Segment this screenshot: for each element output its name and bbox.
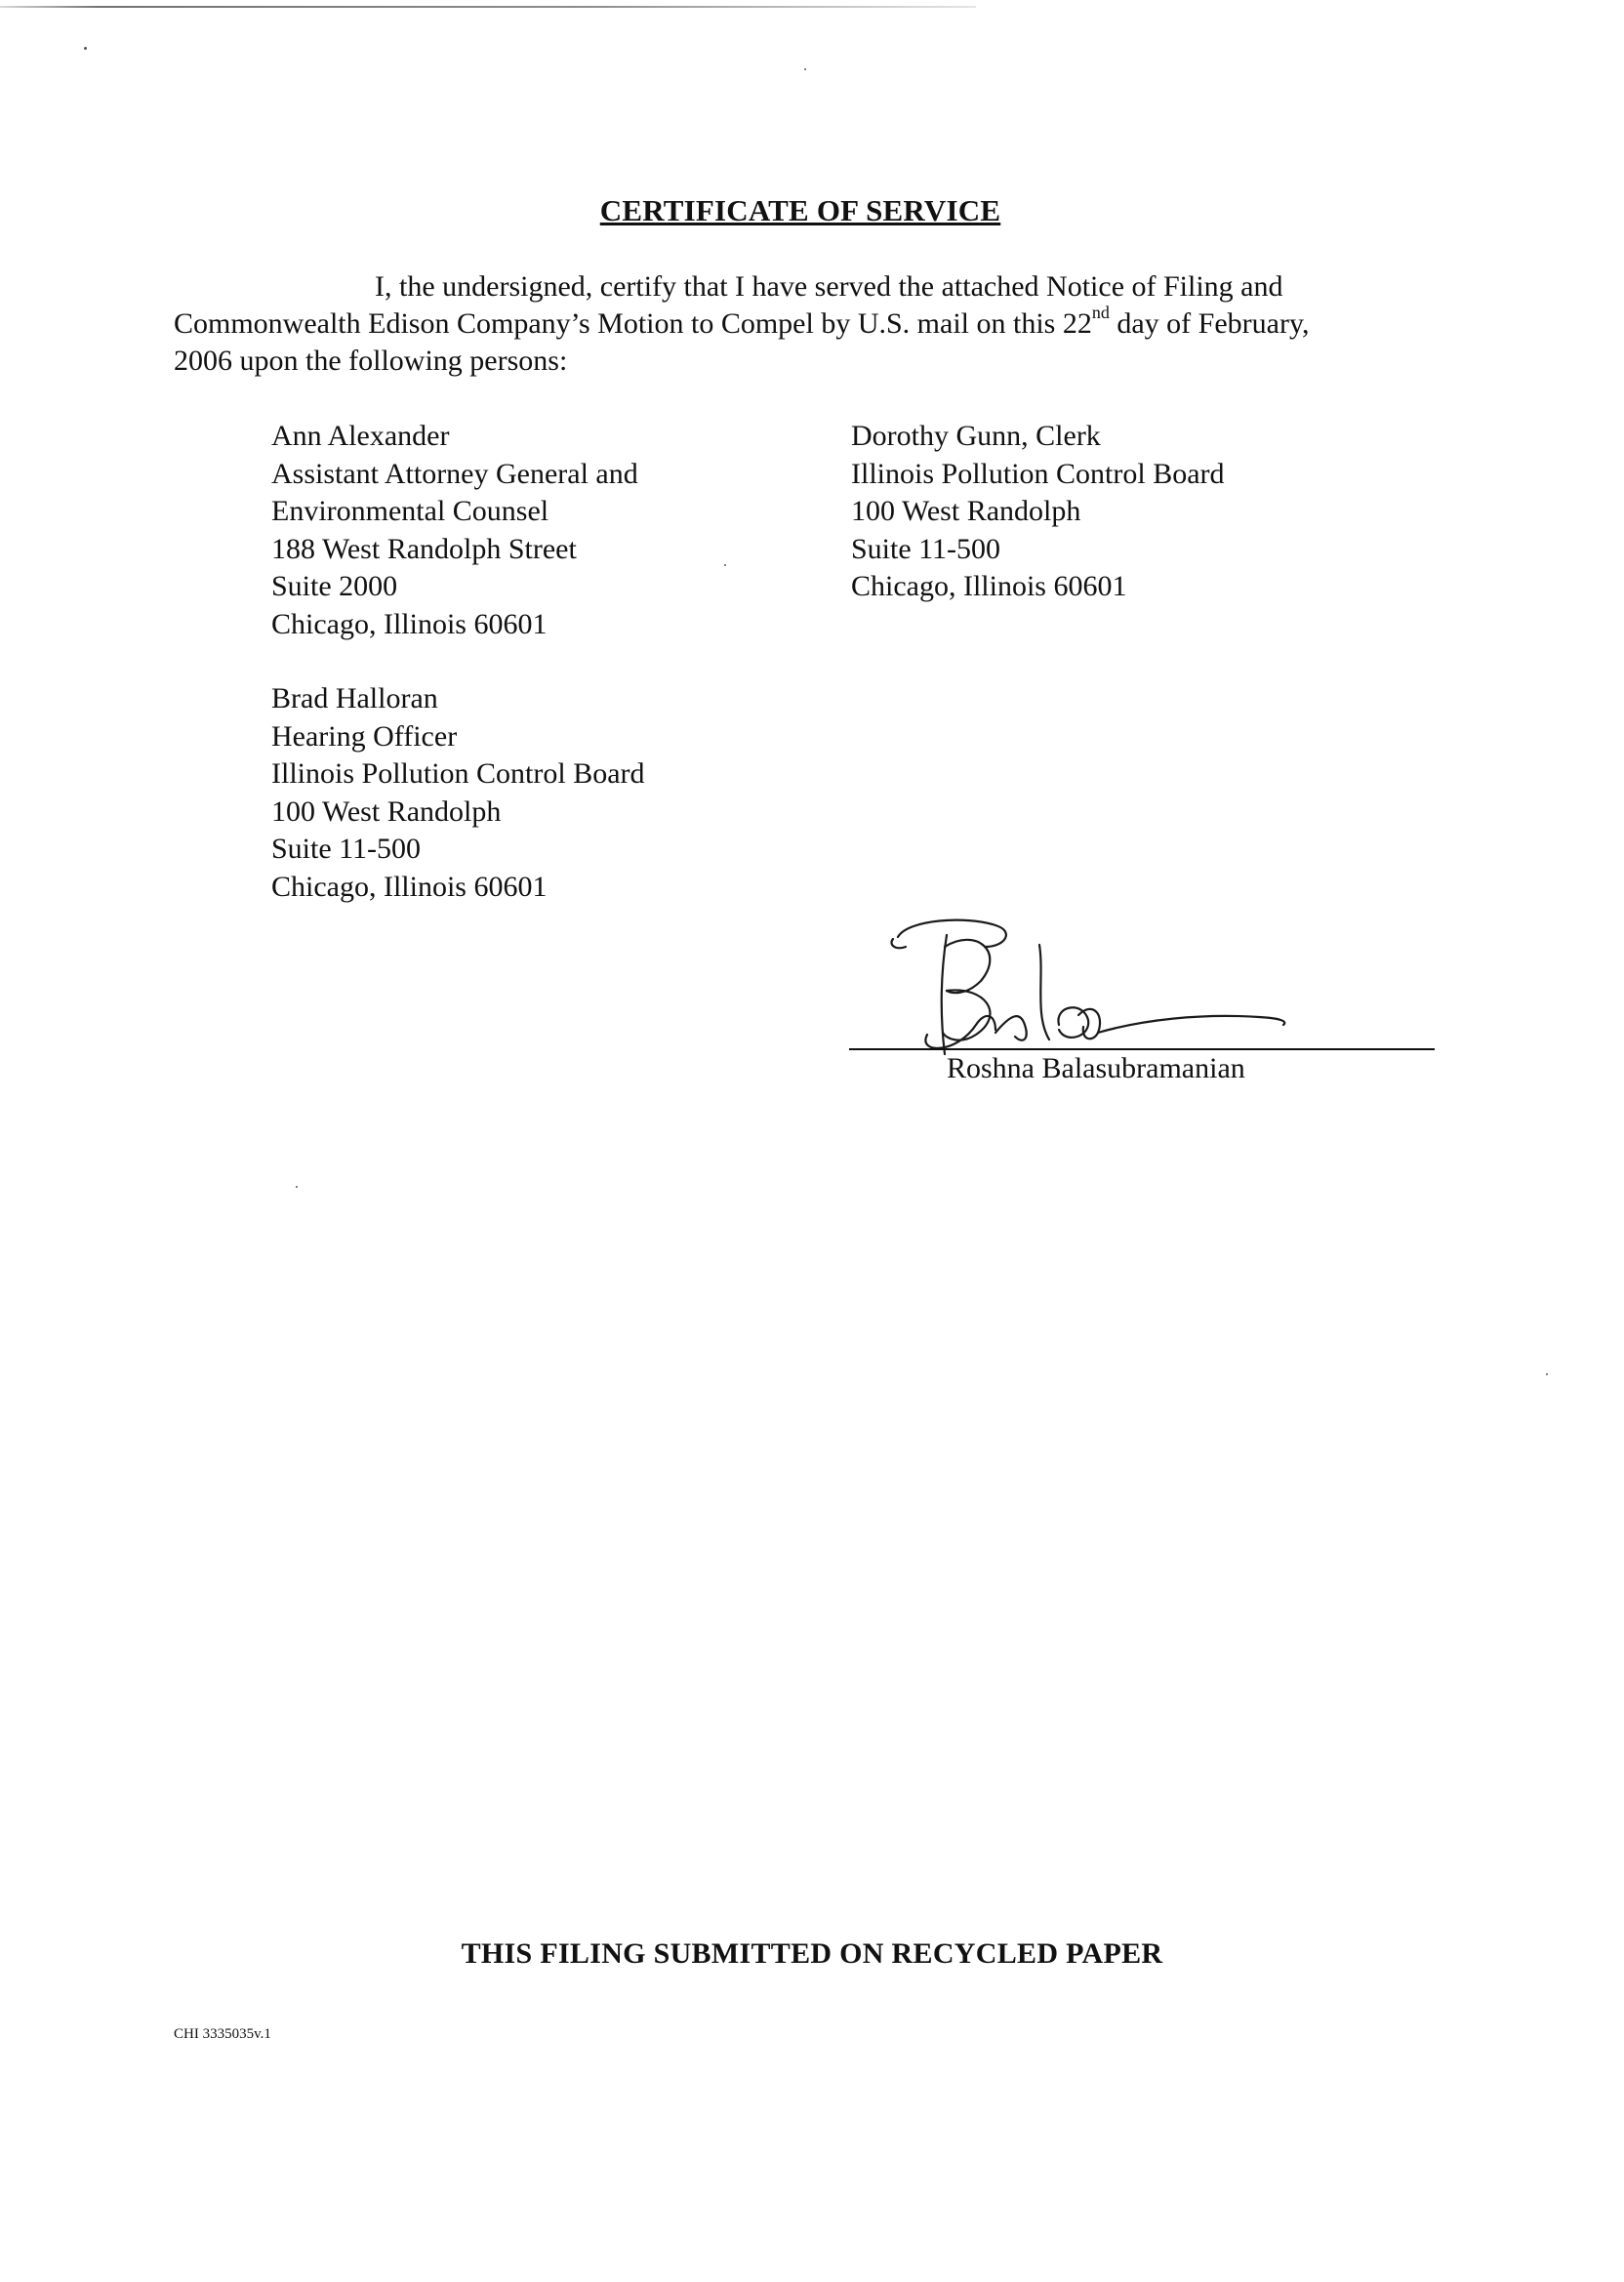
intro-line-2 [174, 303, 1442, 343]
address-line: Ann Alexander [271, 420, 450, 452]
recipient-address-ann-alexander [271, 418, 638, 643]
intro-line-2-text: Commonwealth Edison Company’s Motion to Compel by U.S. mail on this 22 [174, 307, 1092, 340]
document-id: CHI 3335035v.1 [174, 2026, 271, 2042]
address-line: 100 West Randolph [271, 795, 502, 828]
address-line: Chicago, Illinois 60601 [271, 870, 548, 903]
scan-speck [1546, 1373, 1548, 1375]
address-line: 100 West Randolph [851, 495, 1081, 527]
address-line: Chicago, Illinois 60601 [851, 570, 1127, 602]
address-line: Brad Halloran [271, 682, 438, 714]
address-line: Dorothy Gunn, Clerk [851, 420, 1101, 452]
intro-line-1: I, the undersigned, certify that I have served the attached Notice of Filing and [375, 270, 1283, 303]
address-line: Assistant Attorney General and [271, 457, 638, 490]
handwritten-signature [849, 908, 1435, 1064]
scan-speck [296, 1186, 298, 1188]
intro-line-3: 2006 upon the following persons: [174, 345, 568, 377]
address-line: Suite 11-500 [271, 833, 422, 865]
scan-speck [84, 47, 87, 50]
signer-name: Roshna Balasubramanian [947, 1052, 1245, 1084]
certification-paragraph [174, 268, 1442, 380]
address-line: Chicago, Illinois 60601 [271, 607, 548, 640]
scan-artifact-line [0, 6, 976, 8]
address-line: Suite 2000 [271, 570, 398, 602]
recycled-paper-note: THIS FILING SUBMITTED ON RECYCLED PAPER [461, 1937, 1163, 1970]
document-title: CERTIFICATE OF SERVICE [599, 193, 1001, 227]
address-line: Hearing Officer [271, 719, 458, 753]
address-line: Suite 11-500 [851, 532, 1001, 565]
address-line: Illinois Pollution Control Board [851, 457, 1225, 490]
ordinal-suffix: nd [1091, 303, 1110, 322]
scan-speck [724, 564, 726, 566]
intro-line-2-end: day of February, [1109, 307, 1310, 340]
address-line: Illinois Pollution Control Board [271, 757, 645, 790]
recipient-address-brad-halloran [271, 680, 645, 906]
address-line: Environmental Counsel [271, 495, 549, 527]
scan-speck [804, 68, 806, 70]
address-line: 188 West Randolph Street [271, 532, 577, 565]
signature-line [849, 1048, 1435, 1050]
recipient-address-dorothy-gunn [851, 418, 1225, 606]
